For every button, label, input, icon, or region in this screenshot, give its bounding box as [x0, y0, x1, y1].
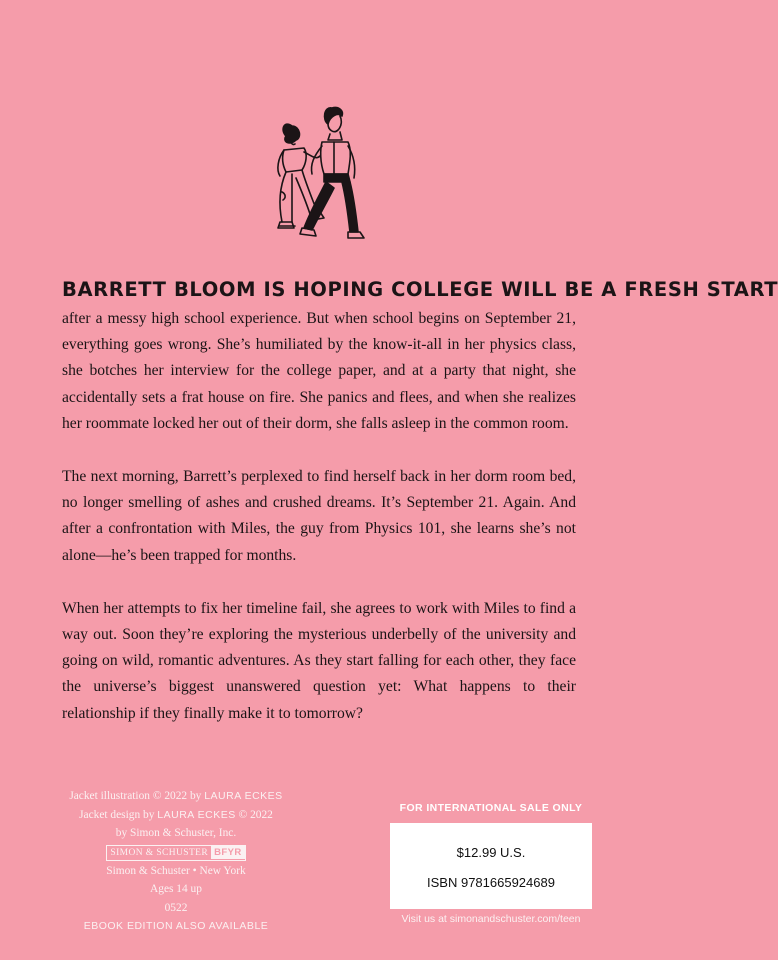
blurb-paragraph-3: When her attempts to fix her timeline fail, she agrees to work with Miles to find a way out. Soon they’re exploring the mysterious underbelly of the university and going on wild, romantic adventures. As they start falling for each other, they face the universe’s biggest unanswered question yet: What happens to their relationship if they finally make it to tomorrow?: [62, 599, 576, 722]
publisher-logo-main: SIMON & SCHUSTER: [110, 847, 209, 858]
blurb-body: [62, 306, 576, 754]
isbn-label: ISBN 9781665924689: [427, 875, 555, 890]
couple-illustration: [262, 98, 382, 248]
man-figure: [300, 107, 364, 238]
publisher-location: Simon & Schuster • New York: [106, 864, 246, 877]
blurb-paragraph-1: after a messy high school experience. But when school begins on September 21, everything goes wrong. She’s humiliated by the know-it-all in her physics class, she botches her interview for the college paper, and at a party that night, she accidentally sets a frat house on fire. She panics and flees, and when she realizes her roommate locked her out of their dorm, she falls asleep in the common room.: [62, 310, 576, 432]
design-credit: [56, 806, 296, 825]
publisher-logo-imprint: BFYR: [211, 846, 244, 859]
illustration-artist: LAURA ECKES: [204, 790, 283, 802]
design-credit-text: Jacket design by: [79, 808, 155, 821]
price-barcode-box: [390, 823, 592, 909]
blurb-lead: BARRETT BLOOM IS HOPING COLLEGE WILL BE A FRESH START: [62, 278, 778, 301]
ebook-notice: EBOOK EDITION ALSO AVAILABLE: [83, 920, 269, 932]
illustration-credit: [56, 787, 296, 806]
price-label: $12.99 U.S.: [456, 845, 526, 860]
copyright-holder: by Simon & Schuster, Inc.: [115, 827, 237, 839]
publisher-logo: [106, 845, 245, 861]
blurb-paragraph-2: The next morning, Barrett’s perplexed to find herself back in her dorm room bed, no longer smelling of ashes and crushed dreams. It’s September 21. Again. And after a confrontation with Miles, the guy from Physics 101, she learns she’s not alone—he’s been trapped for months.: [62, 468, 576, 564]
design-credit-year: © 2022: [238, 808, 273, 821]
print-code: 0522: [164, 901, 188, 914]
jacket-credits: [56, 787, 296, 936]
illustration-credit-text: Jacket illustration © 2022 by: [69, 790, 202, 802]
international-sale-notice: FOR INTERNATIONAL SALE ONLY: [399, 802, 583, 814]
design-artist: LAURA ECKES: [157, 808, 236, 821]
publisher-logo-row: [56, 843, 296, 862]
age-range: Ages 14 up: [150, 883, 202, 895]
publisher-website: Visit us at simonandschuster.com/teen: [401, 913, 581, 925]
